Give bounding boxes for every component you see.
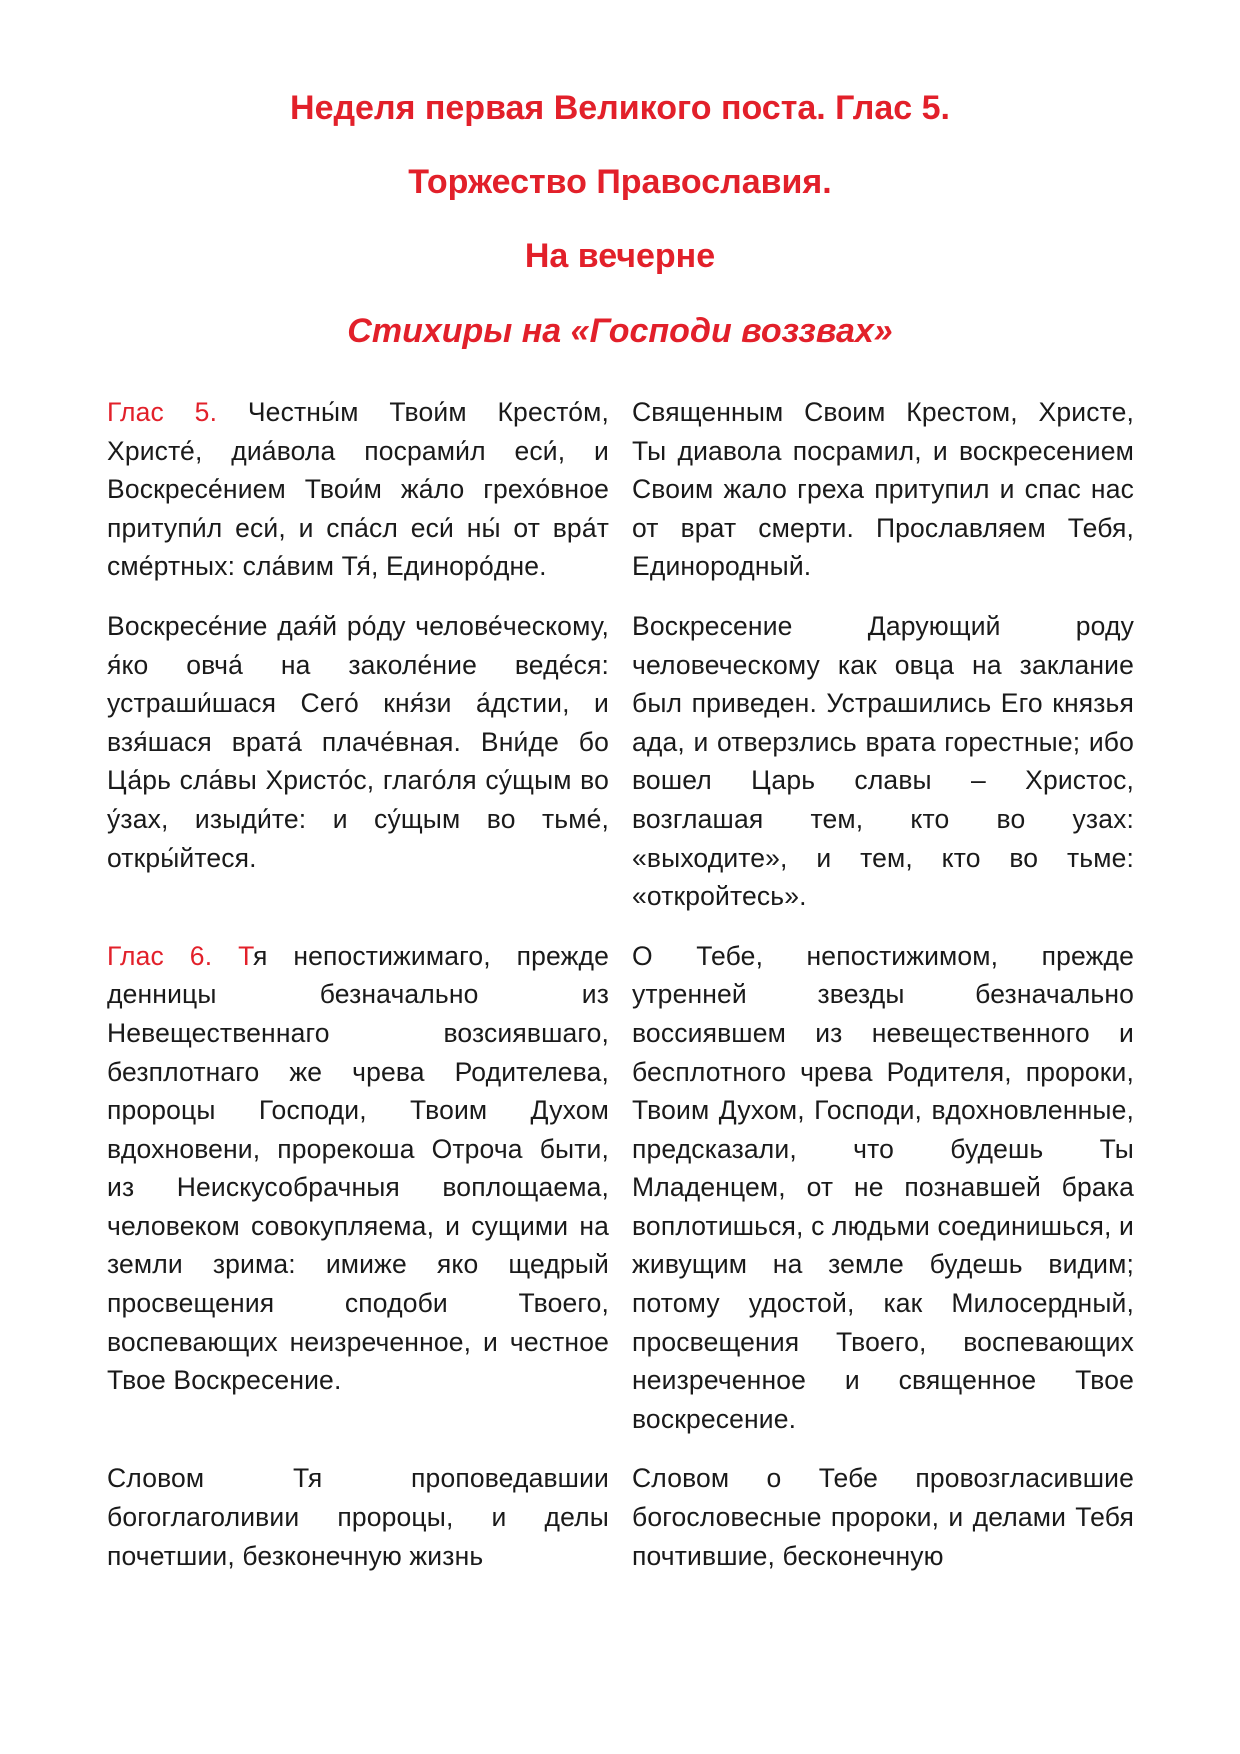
slavonic-body: я непостижимаго, прежде денницы безначально из Невещественнаго возсиявшаго, безплотнаго же чрева Родителева, пророцы Господи, Твоим Духом вдохновени, прорекоша Отроча быти, из Неискусобрачныя воплощаема, человеком совокупляема, и сущими на земли зрима: имиже яко щедрый просвещения сподоби Твоего, воспевающих неизреченное, и честное Твое Воскресение.: [107, 940, 609, 1396]
slavonic-text: [107, 607, 609, 916]
stichera-row: [107, 393, 1134, 586]
slavonic-text: [107, 937, 609, 1439]
slavonic-text: [107, 1459, 609, 1575]
feast-title: Торжество Православия.: [408, 163, 832, 201]
section-title: Стихиры на «Господи воззвах»: [347, 312, 893, 350]
slavonic-body: Словом Тя проповедавшии богоглаголивии пророцы, и делы почетшии, безконечную жизнь: [107, 1463, 609, 1571]
russian-text: Воскресение Дарующий роду человеческому как овца на заклание был приведен. Устрашились Его князья ада, и отверзлись врата горестные; ибо вошел Царь славы – Христос, возглашая тем, кто во узах: «выходите», и тем, кто во тьме: «откройтесь».: [632, 610, 1134, 912]
russian-text: О Тебе, непостижимом, прежде утренней звезды безначально воссиявшем из невещественного и бесплотного чрева Родителя, пророки, Твоим Духом, Господи, вдохновленные, предсказали, что будешь Ты Младенцем, от не познавшей брака воплотишься, с людьми соединишься, и живущим на земле будешь видим; потому удостой, как Милосердный, просвещения Твоего, воспевающих неизреченное и священное Твое воскресение.: [632, 940, 1134, 1434]
page-title: Неделя первая Великого поста. Глас 5.: [290, 89, 950, 127]
service-title: На вечерне: [524, 237, 716, 275]
stichera-row: [107, 607, 1134, 916]
russian-text: Священным Своим Крестом, Христе, Ты диавола посрамил, и воскресением Своим жало греха притупил и спас нас от врат смерти. Прославляем Тебя, Единородный.: [632, 397, 1134, 582]
russian-text: Словом о Тебе провозгласившие богословесные пророки, и делами Тебя почтившие, бесконечную: [632, 1463, 1134, 1571]
slavonic-body: Воскресе́ние дая́й ро́ду челове́ческому, я́ко овча́ на заколе́ние веде́ся: устраши́шася Сего́ кня́зи а́дстии, и взя́шася врата́ плаче́вная. Вни́де бо Ца́рь сла́вы Христо́с, глаго́ля су́щым во у́зах, изыди́те: и су́щым во тьме́, откры́йтеся.: [107, 610, 609, 873]
slavonic-body: Честны́м Твои́м Кресто́м, Христе́, диа́вола посрами́л еси́, и Воскресе́нием Твои́м жа́ло грехо́вное притупи́л еси́, и спа́сл еси́ ны́ от вра́т сме́ртных: сла́вим Тя́, Единоро́дне.: [107, 397, 609, 582]
slavonic-text: [107, 393, 609, 586]
stichera-row: [107, 1459, 1134, 1575]
tone-marker: Глас 6. Т: [107, 940, 253, 971]
stichera-row: [107, 937, 1134, 1439]
tone-marker: Глас 5.: [107, 397, 218, 427]
parallel-text: [107, 393, 1134, 1596]
